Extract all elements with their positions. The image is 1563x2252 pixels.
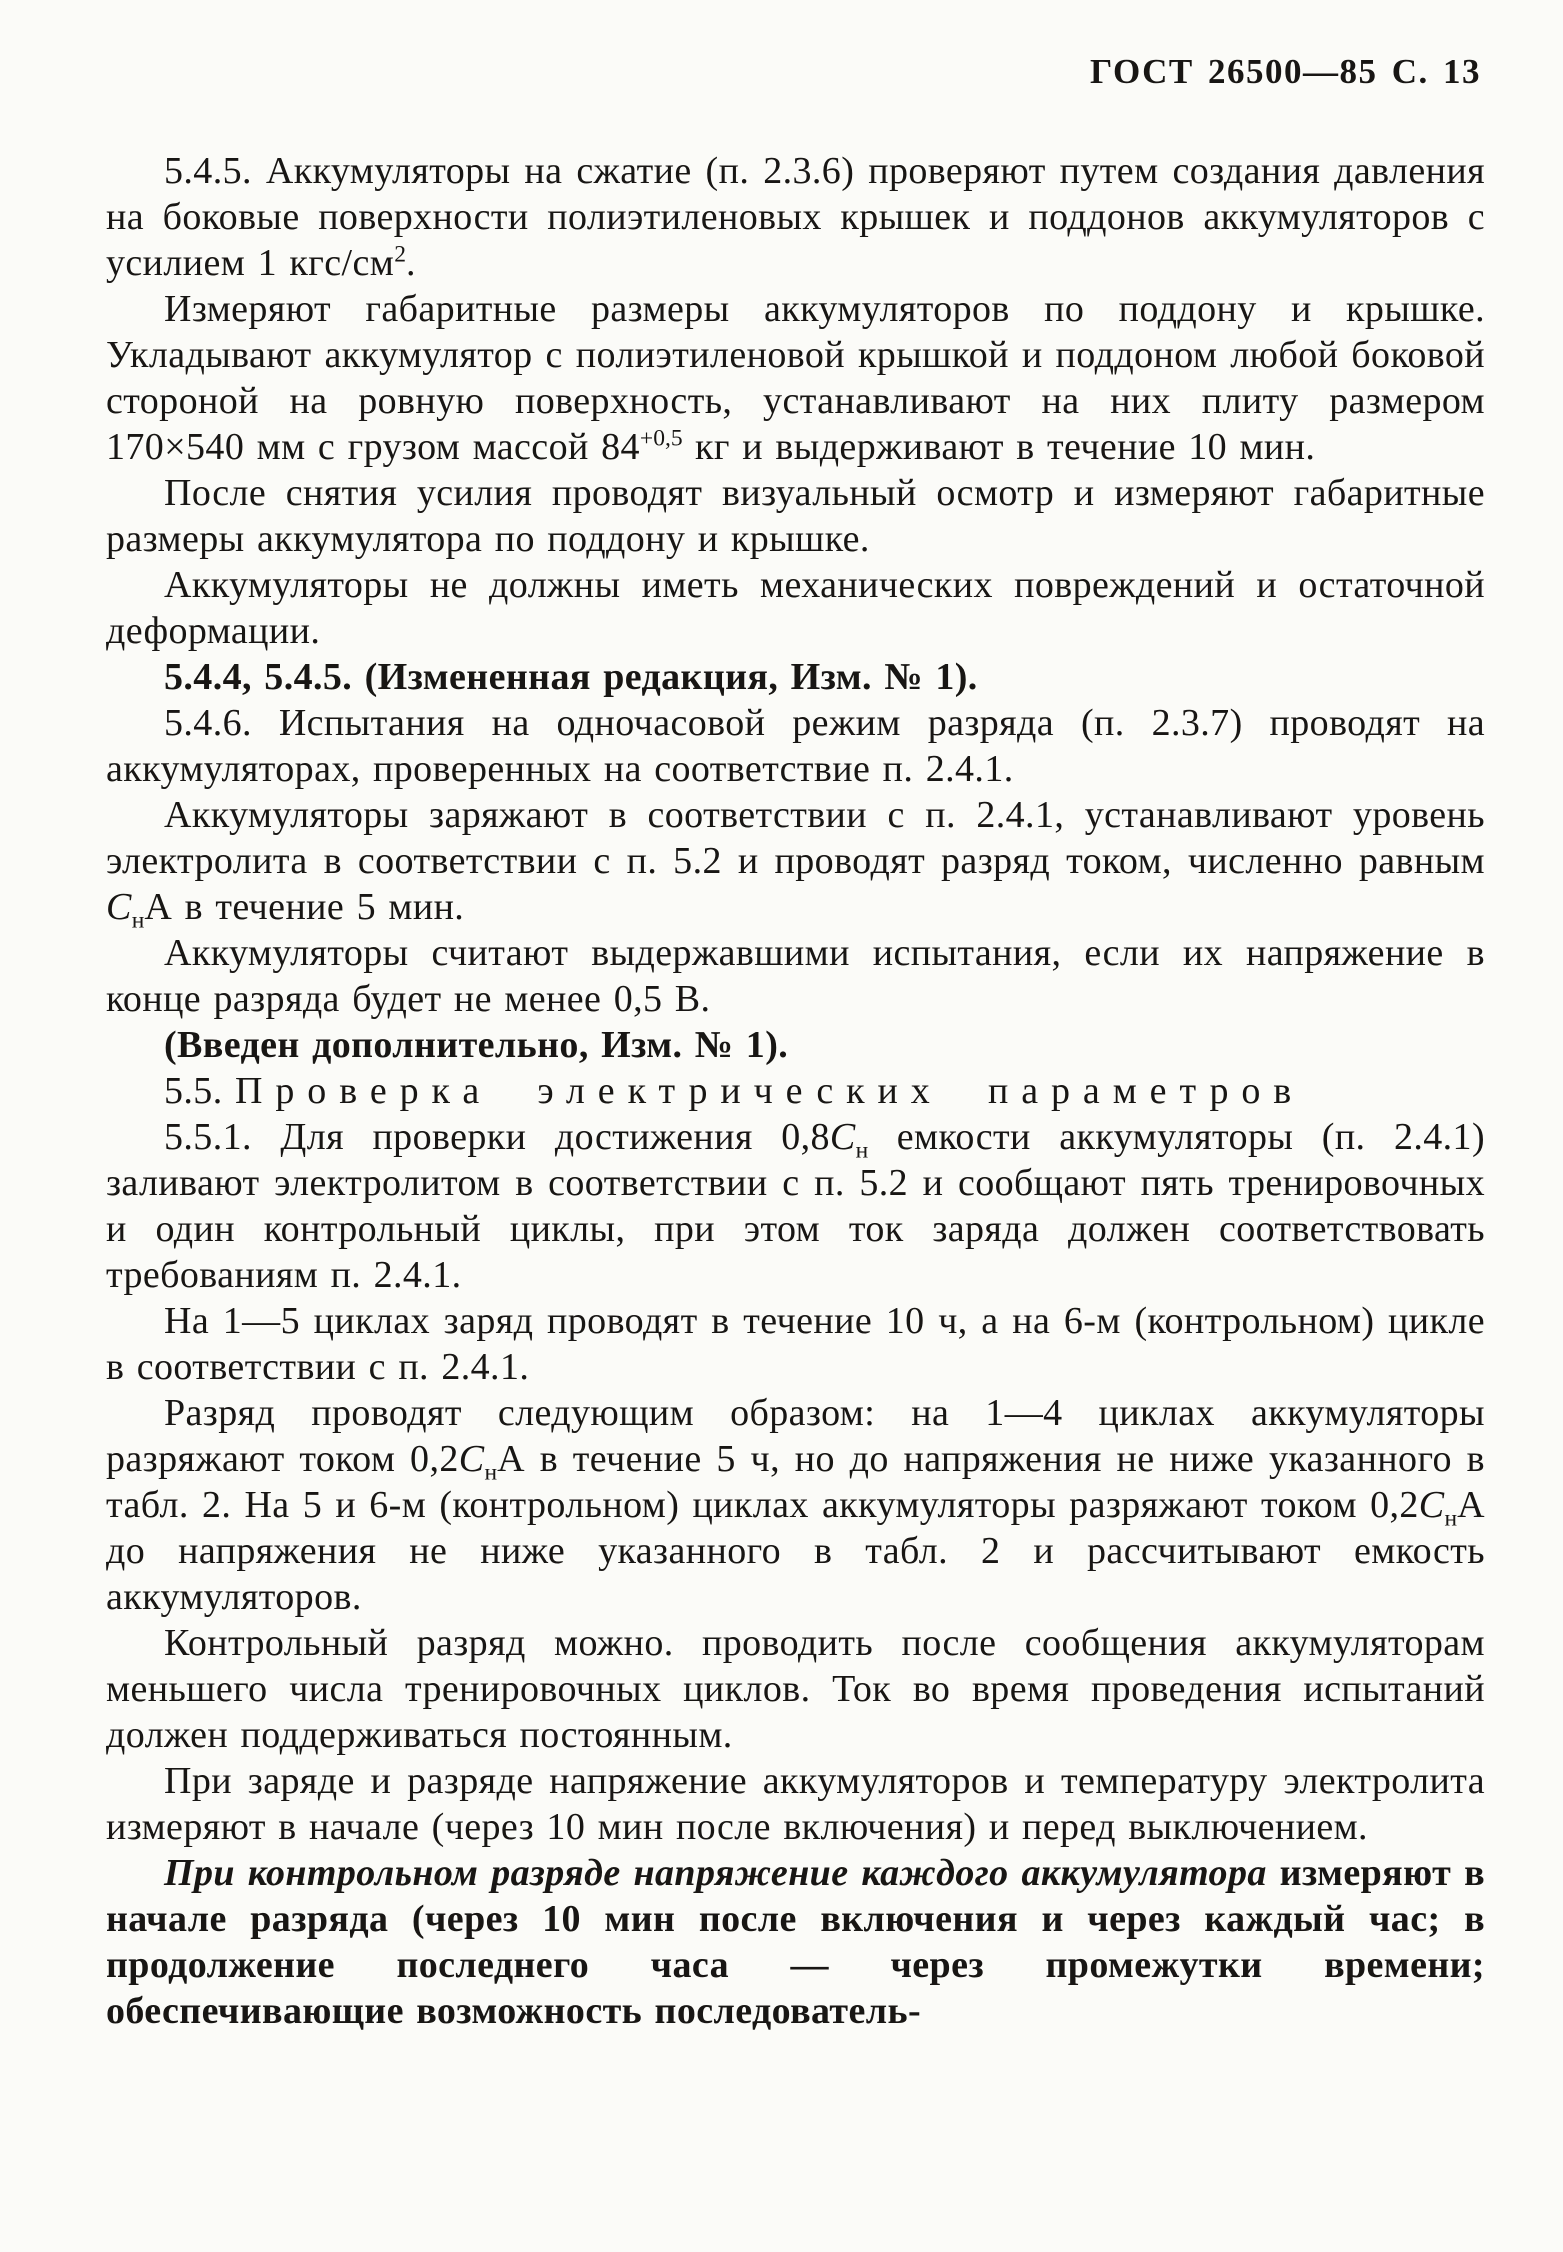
- text-run: Разряд проводят следующим образом: на 1—4 циклах аккумуляторы разряжают током 0,2: [106, 1392, 1485, 1480]
- text-run: А в течение 5 ч, но до напряжения не ниже указанного в табл. 2. На 5 и 6-м (контрольном) циклах аккумуляторы разряжают током 0,2: [106, 1438, 1485, 1526]
- text-run: 5.5.: [164, 1070, 235, 1112]
- text-run: .: [405, 242, 416, 284]
- paragraph: [106, 1022, 1485, 1068]
- text-run: При заряде и разряде напряжение аккумуляторов и температуру электролита измеряют в начале (через 10 мин после включения) и перед выключением.: [106, 1760, 1485, 1848]
- paragraph: [106, 562, 1485, 654]
- paragraph: [106, 1758, 1485, 1850]
- text-run: +0,5: [639, 425, 683, 452]
- paragraph: [106, 148, 1485, 286]
- page-header: ГОСТ 26500—85 С. 13: [1090, 52, 1481, 91]
- text-run: Контрольный разряд можно. проводить после сообщения аккумуляторам меньшего числа тренировочных циклов. Ток во время проведения испытаний должен поддерживаться постоянным.: [106, 1622, 1485, 1756]
- paragraph: [106, 1850, 1485, 2034]
- paragraph: [106, 470, 1485, 562]
- text-run: 2: [394, 241, 406, 268]
- paragraph: [106, 286, 1485, 470]
- paragraph: [106, 1114, 1485, 1298]
- text-run: 5.4.5. Аккумуляторы на сжатие (п. 2.3.6) проверяют путем создания давления на боковые поверхности полиэтиленовых крышек и поддонов аккумуляторов с усилием 1 кгс/см: [106, 150, 1485, 284]
- text-run: 5.4.4, 5.4.5. (Измененная редакция, Изм. № 1).: [164, 656, 978, 698]
- text-run: н: [855, 1137, 869, 1164]
- text-run: С: [1418, 1484, 1445, 1526]
- text-run: С: [458, 1438, 485, 1480]
- paragraph: [106, 1390, 1485, 1620]
- text-run: После снятия усилия проводят визуальный осмотр и измеряют габаритные размеры аккумулятора по поддону и крышке.: [106, 472, 1485, 560]
- paragraph: [106, 1068, 1485, 1114]
- paragraph: [106, 654, 1485, 700]
- paragraph: [106, 700, 1485, 792]
- text-run: 5.4.6. Испытания на одночасовой режим разряда (п. 2.3.7) проводят на аккумуляторах, проверенных на соответствие п. 2.4.1.: [106, 702, 1485, 790]
- text-run: Проверка электрических параметров: [235, 1070, 1305, 1112]
- text-run: н: [131, 907, 145, 934]
- text-run: емкости аккумуляторы (п. 2.4.1) заливают электролитом в соответствии с п. 5.2 и сообщают пять тренировочных и один контрольный циклы, при этом ток заряда должен соответствовать требованиям п. 2.4.1.: [106, 1116, 1485, 1296]
- text-run: н: [1444, 1505, 1458, 1532]
- paragraph: [106, 792, 1485, 934]
- text-run: Аккумуляторы не должны иметь механических повреждений и остаточной деформации.: [106, 564, 1485, 652]
- text-run: А в течение 5 мин.: [144, 886, 465, 928]
- paragraph: [106, 1620, 1485, 1758]
- text-run: С: [829, 1116, 856, 1158]
- paragraph: [106, 1298, 1485, 1390]
- paragraph: [106, 930, 1485, 1022]
- text-run: А до напряжения не ниже указанного в табл. 2 и рассчитывают емкость аккумуляторов.: [106, 1484, 1485, 1618]
- text-run: н: [484, 1459, 498, 1486]
- text-run: Аккумуляторы считают выдержавшими испытания, если их напряжение в конце разряда будет не менее 0,5 В.: [106, 932, 1485, 1020]
- document-body: [106, 148, 1485, 2034]
- text-run: На 1—5 циклах заряд проводят в течение 10 ч, а на 6-м (контрольном) цикле в соответствии с п. 2.4.1.: [106, 1300, 1485, 1388]
- text-run: кг и выдерживают в течение 10 мин.: [682, 426, 1316, 468]
- text-run: 5.5.1. Для проверки достижения 0,8: [164, 1116, 830, 1158]
- text-run: Измеряют габаритные размеры аккумуляторов по поддону и крышке. Укладывают аккумулятор с полиэтиленовой крышкой и поддоном любой боковой стороной на ровную поверхность, устанавливают на них плиту размером 170×540 мм с грузом массой 84: [106, 288, 1485, 468]
- text-run: измеряют в начале разряда (через 10 мин после включения и через каждый час; в продолжение последнего часа — через промежутки времени; обеспечивающие возможность последователь-: [106, 1852, 1485, 2032]
- text-run: С: [106, 886, 132, 928]
- text-run: Аккумуляторы заряжают в соответствии с п. 2.4.1, устанавливают уровень электролита в соответствии с п. 5.2 и проводят разряд током, численно равным: [106, 794, 1485, 882]
- text-run: При контрольном разряде напряжение каждого аккумулятора: [164, 1852, 1280, 1894]
- text-run: (Введен дополнительно, Изм. № 1).: [164, 1024, 789, 1066]
